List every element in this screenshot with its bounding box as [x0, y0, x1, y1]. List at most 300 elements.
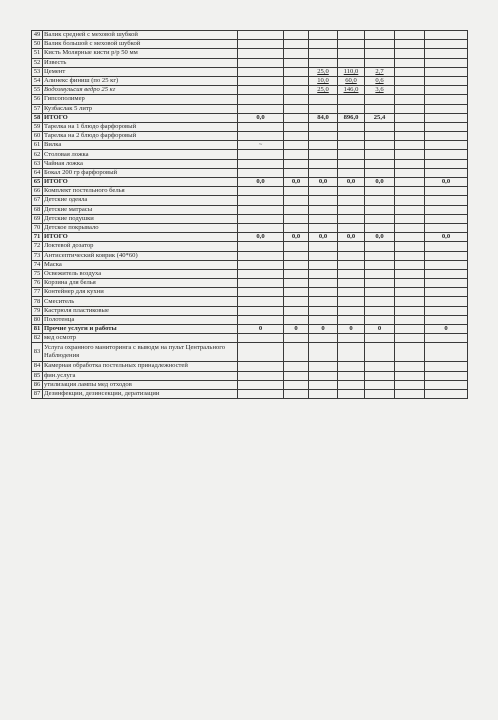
table-row — [32, 122, 468, 131]
value-cell — [425, 168, 468, 177]
value-cell: 84,0 — [309, 113, 338, 122]
item-name: Тарелка на 1 блюдо фарфоровый — [43, 122, 238, 131]
value-cell — [365, 242, 395, 251]
value-cell — [309, 343, 338, 362]
value-cell — [365, 251, 395, 260]
value-cell — [309, 315, 338, 324]
value-cell — [284, 49, 309, 58]
value-cell — [338, 187, 365, 196]
table-row — [32, 196, 468, 205]
value-cell — [284, 260, 309, 269]
value-cell: 0,0 — [309, 233, 338, 242]
table-row — [32, 325, 468, 334]
value-cell: 0,0 — [238, 178, 284, 187]
value-cell — [238, 251, 284, 260]
item-name: Кастрюля пластиковые — [43, 306, 238, 315]
value-cell — [284, 279, 309, 288]
value-cell: 25,0 — [309, 86, 338, 95]
value-cell: 0 — [425, 325, 468, 334]
value-cell: 25,4 — [365, 113, 395, 122]
row-number: 60 — [32, 132, 43, 141]
value-cell — [365, 31, 395, 40]
item-name: Контейнер для кухни — [43, 288, 238, 297]
value-cell — [425, 104, 468, 113]
value-cell — [365, 132, 395, 141]
table-row — [32, 95, 468, 104]
value-cell — [395, 104, 425, 113]
value-cell — [395, 288, 425, 297]
row-number: 83 — [32, 343, 43, 362]
table-row — [32, 279, 468, 288]
value-cell — [365, 196, 395, 205]
value-cell — [395, 233, 425, 242]
value-cell — [338, 95, 365, 104]
value-cell — [309, 242, 338, 251]
value-cell — [395, 95, 425, 104]
value-cell — [309, 205, 338, 214]
value-cell — [338, 297, 365, 306]
value-cell: 0 — [365, 325, 395, 334]
value-cell — [238, 187, 284, 196]
value-cell — [395, 343, 425, 362]
value-cell — [238, 76, 284, 85]
value-cell — [395, 168, 425, 177]
item-name: Тарелка на 2 блюдо фарфоровый — [43, 132, 238, 141]
value-cell: 0,6 — [365, 76, 395, 85]
value-cell: 0,0 — [338, 178, 365, 187]
value-cell — [365, 389, 395, 398]
value-cell — [238, 288, 284, 297]
item-name: Валик средней с меховой шубкой — [43, 31, 238, 40]
value-cell — [425, 279, 468, 288]
value-cell — [425, 196, 468, 205]
value-cell — [395, 122, 425, 131]
value-cell — [309, 279, 338, 288]
value-cell — [425, 306, 468, 315]
value-cell: 0 — [284, 325, 309, 334]
row-number: 57 — [32, 104, 43, 113]
value-cell — [425, 251, 468, 260]
value-cell — [284, 315, 309, 324]
value-cell — [395, 389, 425, 398]
value-cell — [338, 159, 365, 168]
row-number: 72 — [32, 242, 43, 251]
table-row — [32, 260, 468, 269]
row-number: 74 — [32, 260, 43, 269]
value-cell — [395, 214, 425, 223]
value-cell — [284, 343, 309, 362]
value-cell — [284, 76, 309, 85]
row-number: 76 — [32, 279, 43, 288]
value-cell — [365, 168, 395, 177]
table-row — [32, 76, 468, 85]
value-cell — [365, 122, 395, 131]
value-cell — [365, 269, 395, 278]
value-cell — [395, 178, 425, 187]
row-number: 71 — [32, 233, 43, 242]
value-cell — [338, 260, 365, 269]
value-cell — [238, 389, 284, 398]
value-cell — [309, 49, 338, 58]
table-row — [32, 150, 468, 159]
value-cell — [395, 297, 425, 306]
value-cell — [284, 86, 309, 95]
item-name: мед осмотр — [43, 334, 238, 343]
item-name: Детские матрасы — [43, 205, 238, 214]
value-cell — [425, 150, 468, 159]
value-cell — [395, 132, 425, 141]
value-cell — [425, 371, 468, 380]
item-name: Бокал 200 гр фарфоровый — [43, 168, 238, 177]
row-number: 87 — [32, 389, 43, 398]
value-cell — [338, 269, 365, 278]
value-cell — [309, 132, 338, 141]
table-row — [32, 178, 468, 187]
value-cell: 10,0 — [309, 76, 338, 85]
row-number: 55 — [32, 86, 43, 95]
value-cell — [284, 40, 309, 49]
item-name: Маска — [43, 260, 238, 269]
row-number: 75 — [32, 269, 43, 278]
value-cell: 896,0 — [338, 113, 365, 122]
value-cell — [284, 334, 309, 343]
value-cell — [284, 58, 309, 67]
value-cell: ~ — [238, 141, 284, 150]
item-name: Услуга охранного маниторинга с выводм на пульт Центрального Наблюдения — [43, 343, 238, 362]
value-cell — [395, 150, 425, 159]
value-cell — [238, 214, 284, 223]
value-cell — [395, 141, 425, 150]
row-number: 51 — [32, 49, 43, 58]
row-number: 59 — [32, 122, 43, 131]
table-row — [32, 306, 468, 315]
table-row — [32, 159, 468, 168]
row-number: 49 — [32, 31, 43, 40]
value-cell — [365, 40, 395, 49]
value-cell — [309, 389, 338, 398]
item-name: Комплект постельного белья — [43, 187, 238, 196]
value-cell — [395, 315, 425, 324]
value-cell — [338, 334, 365, 343]
value-cell — [338, 104, 365, 113]
value-cell — [284, 132, 309, 141]
item-name: фин.услуга — [43, 371, 238, 380]
value-cell — [284, 242, 309, 251]
value-cell — [284, 251, 309, 260]
value-cell — [425, 40, 468, 49]
value-cell — [395, 334, 425, 343]
item-name: Камерная обработка постельных принадлежностей — [43, 362, 238, 371]
row-number: 66 — [32, 187, 43, 196]
value-cell — [365, 288, 395, 297]
value-cell — [309, 40, 338, 49]
value-cell — [309, 58, 338, 67]
value-cell — [309, 306, 338, 315]
value-cell — [395, 205, 425, 214]
value-cell — [395, 67, 425, 76]
row-number: 62 — [32, 150, 43, 159]
value-cell — [238, 159, 284, 168]
value-cell — [395, 251, 425, 260]
value-cell — [425, 297, 468, 306]
value-cell — [365, 260, 395, 269]
table-row — [32, 269, 468, 278]
value-cell — [395, 223, 425, 232]
value-cell — [309, 141, 338, 150]
value-cell — [395, 269, 425, 278]
item-name: Антисептический коврик (40*60) — [43, 251, 238, 260]
value-cell — [365, 141, 395, 150]
item-name: Дезинфекции, дезинсекции, дератизации — [43, 389, 238, 398]
value-cell — [338, 196, 365, 205]
value-cell — [425, 76, 468, 85]
item-name: утилизация лампы мед отходов — [43, 380, 238, 389]
budget-table — [31, 30, 468, 399]
item-name: Алинекс финиш (по 25 кг) — [43, 76, 238, 85]
table-row — [32, 288, 468, 297]
value-cell — [309, 122, 338, 131]
item-name: Освежитель воздуха — [43, 269, 238, 278]
value-cell — [338, 288, 365, 297]
value-cell — [238, 315, 284, 324]
table-row — [32, 168, 468, 177]
value-cell — [309, 31, 338, 40]
value-cell — [425, 58, 468, 67]
item-name: Цемент — [43, 67, 238, 76]
row-number: 81 — [32, 325, 43, 334]
table-row — [32, 297, 468, 306]
row-number: 82 — [32, 334, 43, 343]
value-cell — [238, 334, 284, 343]
value-cell — [309, 95, 338, 104]
table-row — [32, 132, 468, 141]
value-cell — [309, 371, 338, 380]
value-cell — [284, 31, 309, 40]
value-cell — [284, 196, 309, 205]
value-cell — [238, 297, 284, 306]
value-cell — [309, 104, 338, 113]
value-cell — [338, 371, 365, 380]
item-name: Смеситель — [43, 297, 238, 306]
value-cell — [395, 380, 425, 389]
table-row — [32, 389, 468, 398]
value-cell — [365, 306, 395, 315]
value-cell — [338, 279, 365, 288]
value-cell — [365, 95, 395, 104]
value-cell — [365, 371, 395, 380]
value-cell — [238, 49, 284, 58]
item-name: Детское покрывало — [43, 223, 238, 232]
value-cell: 0,0 — [284, 178, 309, 187]
value-cell — [284, 141, 309, 150]
value-cell — [238, 223, 284, 232]
row-number: 80 — [32, 315, 43, 324]
value-cell — [284, 297, 309, 306]
value-cell — [425, 113, 468, 122]
table-row — [32, 49, 468, 58]
value-cell — [309, 150, 338, 159]
row-number: 53 — [32, 67, 43, 76]
value-cell: 0 — [309, 325, 338, 334]
row-number: 54 — [32, 76, 43, 85]
value-cell — [284, 205, 309, 214]
value-cell — [395, 306, 425, 315]
value-cell — [425, 214, 468, 223]
row-number: 70 — [32, 223, 43, 232]
value-cell — [338, 40, 365, 49]
table-row — [32, 343, 468, 362]
value-cell — [309, 187, 338, 196]
value-cell — [284, 122, 309, 131]
value-cell — [238, 150, 284, 159]
table-row — [32, 315, 468, 324]
value-cell — [395, 362, 425, 371]
value-cell — [238, 306, 284, 315]
value-cell — [395, 325, 425, 334]
value-cell: 0,0 — [425, 233, 468, 242]
value-cell — [395, 196, 425, 205]
value-cell — [284, 306, 309, 315]
value-cell — [365, 380, 395, 389]
value-cell — [365, 150, 395, 159]
value-cell — [284, 223, 309, 232]
item-name: Валик большой с меховой шубкой — [43, 40, 238, 49]
value-cell — [284, 113, 309, 122]
value-cell — [284, 371, 309, 380]
value-cell — [238, 86, 284, 95]
table-row — [32, 67, 468, 76]
item-name: Водоэмульсия ведро 25 кг — [43, 86, 238, 95]
value-cell — [338, 315, 365, 324]
table-row — [32, 40, 468, 49]
row-number: 61 — [32, 141, 43, 150]
value-cell: 0,0 — [309, 178, 338, 187]
value-cell — [338, 214, 365, 223]
value-cell: 0,0 — [238, 233, 284, 242]
value-cell — [365, 104, 395, 113]
value-cell — [338, 306, 365, 315]
value-cell — [395, 58, 425, 67]
value-cell — [284, 187, 309, 196]
value-cell — [238, 40, 284, 49]
value-cell — [238, 242, 284, 251]
value-cell — [395, 187, 425, 196]
item-name: Кисть Молярные кисти р/р 50 мм — [43, 49, 238, 58]
value-cell — [238, 31, 284, 40]
value-cell — [338, 141, 365, 150]
value-cell — [425, 122, 468, 131]
value-cell: 0,0 — [365, 233, 395, 242]
value-cell — [238, 67, 284, 76]
value-cell — [395, 371, 425, 380]
value-cell — [238, 58, 284, 67]
value-cell: 0,0 — [284, 233, 309, 242]
value-cell — [284, 159, 309, 168]
value-cell — [309, 251, 338, 260]
value-cell — [338, 362, 365, 371]
value-cell — [425, 187, 468, 196]
value-cell — [338, 251, 365, 260]
value-cell — [338, 343, 365, 362]
table-row — [32, 31, 468, 40]
row-number: 64 — [32, 168, 43, 177]
value-cell — [238, 168, 284, 177]
value-cell — [395, 49, 425, 58]
table-row — [32, 334, 468, 343]
value-cell — [238, 380, 284, 389]
item-name: Корзина для белья — [43, 279, 238, 288]
value-cell — [425, 49, 468, 58]
table-row — [32, 141, 468, 150]
value-cell — [238, 371, 284, 380]
value-cell — [238, 260, 284, 269]
item-name: ИТОГО — [43, 113, 238, 122]
value-cell — [365, 205, 395, 214]
value-cell — [238, 362, 284, 371]
value-cell — [238, 343, 284, 362]
item-name: Вилка — [43, 141, 238, 150]
value-cell — [238, 269, 284, 278]
value-cell — [309, 159, 338, 168]
value-cell — [238, 122, 284, 131]
table-row — [32, 371, 468, 380]
value-cell — [395, 40, 425, 49]
row-number: 58 — [32, 113, 43, 122]
value-cell — [365, 343, 395, 362]
value-cell — [425, 223, 468, 232]
table-row — [32, 187, 468, 196]
value-cell — [395, 159, 425, 168]
value-cell — [425, 205, 468, 214]
value-cell — [338, 150, 365, 159]
value-cell — [425, 389, 468, 398]
value-cell — [284, 150, 309, 159]
value-cell — [365, 297, 395, 306]
value-cell — [425, 288, 468, 297]
value-cell — [365, 58, 395, 67]
row-number: 85 — [32, 371, 43, 380]
row-number: 63 — [32, 159, 43, 168]
value-cell — [309, 196, 338, 205]
value-cell — [284, 214, 309, 223]
value-cell — [395, 260, 425, 269]
table-row — [32, 104, 468, 113]
value-cell — [395, 31, 425, 40]
value-cell — [309, 288, 338, 297]
value-cell — [425, 269, 468, 278]
value-cell — [338, 49, 365, 58]
value-cell — [284, 104, 309, 113]
row-number: 78 — [32, 297, 43, 306]
value-cell — [284, 380, 309, 389]
item-name: Детские одеяла — [43, 196, 238, 205]
value-cell — [284, 168, 309, 177]
row-number: 73 — [32, 251, 43, 260]
value-cell — [425, 362, 468, 371]
table-row — [32, 58, 468, 67]
value-cell — [309, 269, 338, 278]
value-cell — [425, 159, 468, 168]
value-cell — [395, 86, 425, 95]
value-cell — [425, 260, 468, 269]
value-cell — [425, 67, 468, 76]
value-cell — [338, 242, 365, 251]
row-number: 56 — [32, 95, 43, 104]
value-cell: 110,0 — [338, 67, 365, 76]
value-cell — [338, 168, 365, 177]
item-name: Прочие услуги и работы — [43, 325, 238, 334]
value-cell — [365, 159, 395, 168]
